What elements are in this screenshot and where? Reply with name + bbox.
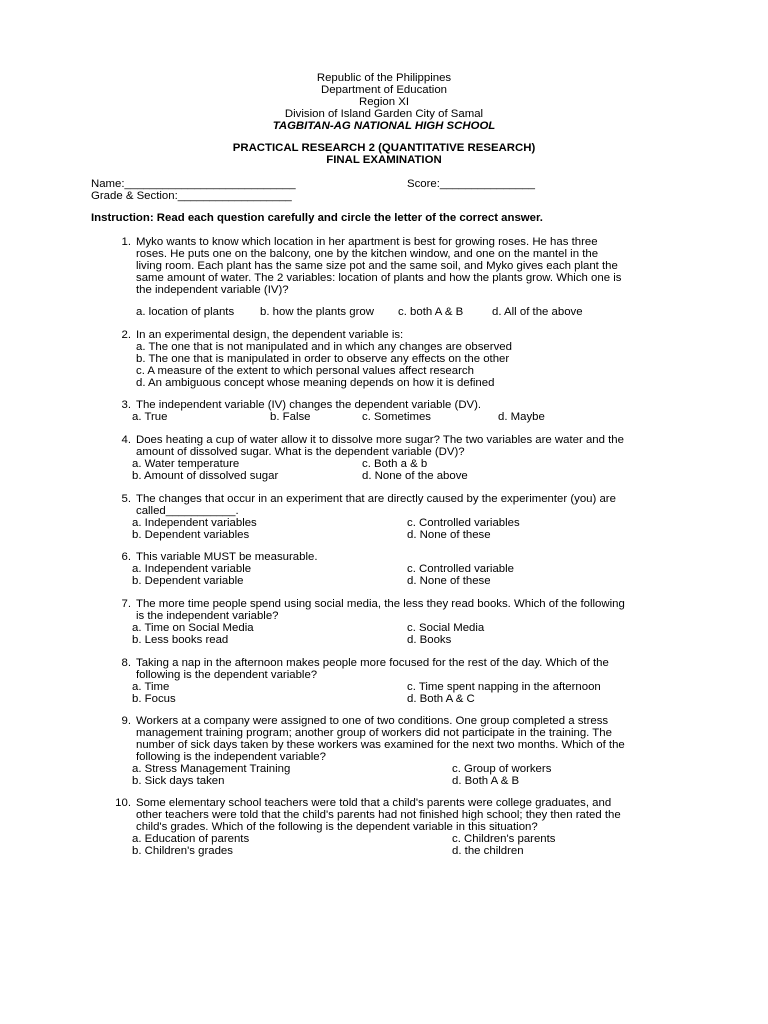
answer-option[interactable]: d. Both A & C	[407, 693, 475, 705]
department-line: Department of Education	[320, 84, 447, 96]
country-line: Republic of the Philippines	[316, 72, 452, 84]
exam-titles	[0, 142, 768, 166]
answer-option[interactable]: b. Dependent variable	[132, 575, 244, 587]
question-text: This variable MUST be measurable.	[136, 551, 318, 563]
question-text: same amount of water. The 2 variables: location of plants and how the plants grow. Which one is	[136, 272, 622, 284]
answer-option[interactable]: b. Focus	[132, 693, 176, 705]
answer-option[interactable]: a. The one that is not manipulated and in which any changes are observed	[136, 341, 512, 353]
question-text: Does heating a cup of water allow it to dissolve more sugar? The two variables are water and the	[136, 434, 624, 446]
question-text: Some elementary school teachers were told that a child's parents were college graduates, and	[136, 797, 612, 809]
division-line: Division of Island Garden City of Samal	[284, 108, 484, 120]
answer-option[interactable]: d. An ambiguous concept whose meaning depends on how it is defined	[136, 377, 495, 389]
exam-subtitle: FINAL EXAMINATION	[326, 154, 442, 166]
question-text: Workers at a company were assigned to one of two conditions. One group completed a stress	[136, 715, 609, 727]
answer-option[interactable]: c. both A & B	[398, 306, 464, 318]
answer-option[interactable]: c. Both a & b	[362, 458, 428, 470]
question-text: Myko wants to know which location in her apartment is best for growing roses. He has three	[136, 236, 598, 248]
answer-option[interactable]: d. None of these	[407, 575, 491, 587]
answer-option[interactable]: a. location of plants	[136, 306, 235, 318]
answer-option[interactable]: a. Education of parents	[132, 833, 250, 845]
question-text: living room. Each plant has the same size pot and the same soil, and Myko gives each plant the	[136, 260, 618, 272]
answer-option[interactable]: c. Controlled variable	[407, 563, 514, 575]
question-text: child's grades. Which of the following is the dependent variable in this situation?	[136, 821, 538, 833]
school-name: TAGBITAN-AG NATIONAL HIGH SCHOOL	[272, 120, 496, 132]
answer-option[interactable]: c. Group of workers	[452, 763, 552, 775]
grade-section-field[interactable]: Grade & Section:__________________	[91, 190, 292, 202]
answer-option[interactable]: b. Children's grades	[132, 845, 233, 857]
question-number: 7.	[121, 598, 131, 610]
answer-option[interactable]: c. A measure of the extent to which personal values affect research	[136, 365, 474, 377]
question-number: 9.	[121, 715, 131, 727]
question-text: the independent variable (IV)?	[136, 284, 289, 296]
answer-option[interactable]: a. Time	[132, 681, 170, 693]
document-header	[0, 72, 768, 132]
question-text: The independent variable (IV) changes the dependent variable (DV).	[136, 399, 482, 411]
answer-option[interactable]: d. All of the above	[492, 306, 583, 318]
answer-option[interactable]: a. True	[132, 411, 168, 423]
question-number: 5.	[121, 493, 131, 505]
answer-option[interactable]: a. Time on Social Media	[132, 622, 254, 634]
answer-option[interactable]: b. Less books read	[132, 634, 229, 646]
answer-option[interactable]: b. Sick days taken	[132, 775, 225, 787]
question-number: 3.	[121, 399, 131, 411]
question-text: The more time people spend using social media, the less they read books. Which of the following	[136, 598, 625, 610]
question-text: The changes that occur in an experiment that are directly caused by the experimenter (you) are	[136, 493, 616, 505]
score-field[interactable]: Score:_______________	[407, 178, 535, 190]
answer-option[interactable]: c. Children's parents	[452, 833, 556, 845]
exam-title: PRACTICAL RESEARCH 2 (QUANTITATIVE RESEARCH)	[232, 142, 536, 154]
question-text: following is the dependent variable?	[136, 669, 318, 681]
answer-option[interactable]: a. Water temperature	[132, 458, 240, 470]
question-text: is the independent variable?	[136, 610, 279, 622]
answer-option[interactable]: a. Independent variable	[132, 563, 252, 575]
answer-option[interactable]: a. Stress Management Training	[132, 763, 291, 775]
answer-option[interactable]: b. False	[270, 411, 311, 423]
question-text: amount of dissolved sugar. What is the dependent variable (DV)?	[136, 446, 465, 458]
question-number: 8.	[121, 657, 131, 669]
question-number: 2.	[121, 329, 131, 341]
answer-option[interactable]: b. how the plants grow	[260, 306, 374, 318]
question-text: following is the independent variable?	[136, 751, 326, 763]
answer-option[interactable]: b. The one that is manipulated in order to observe any effects on the other	[136, 353, 510, 365]
answer-option[interactable]: a. Independent variables	[132, 517, 257, 529]
question-text: Taking a nap in the afternoon makes people more focused for the rest of the day. Which of the	[136, 657, 609, 669]
answer-option[interactable]: c. Controlled variables	[407, 517, 520, 529]
question-text: management training program; another group of workers did not participate in the training. The	[136, 727, 612, 739]
question-text: number of sick days taken by these workers was examined for the next two months. Which of the	[136, 739, 625, 751]
answer-option[interactable]: c. Sometimes	[362, 411, 431, 423]
name-field[interactable]: Name:___________________________	[91, 178, 296, 190]
answer-option[interactable]: b. Amount of dissolved sugar	[132, 470, 279, 482]
question-text: roses. He puts one on the balcony, one by the kitchen window, and one on the mantel in the	[136, 248, 599, 260]
answer-option[interactable]: c. Time spent napping in the afternoon	[407, 681, 601, 693]
question-text: called___________.	[136, 505, 239, 517]
question-number: 10.	[115, 797, 131, 809]
question-number: 1.	[121, 236, 131, 248]
question-text: other teachers were told that the child's parents had not finished high school; they then rated the	[136, 809, 621, 821]
instruction-text: Instruction: Read each question carefully and circle the letter of the correct answer.	[91, 212, 543, 224]
answer-option[interactable]: d. None of the above	[362, 470, 468, 482]
region-line: Region XI	[358, 96, 410, 108]
answer-option[interactable]: c. Social Media	[407, 622, 485, 634]
answer-option[interactable]: d. Both A & B	[452, 775, 520, 787]
question-text: In an experimental design, the dependent variable is:	[136, 329, 404, 341]
answer-option[interactable]: d. Books	[407, 634, 452, 646]
answer-option[interactable]: b. Dependent variables	[132, 529, 250, 541]
question-number: 4.	[121, 434, 131, 446]
answer-option[interactable]: d. the children	[452, 845, 524, 857]
student-fields	[91, 178, 711, 202]
question-number: 6.	[121, 551, 131, 563]
answer-option[interactable]: d. None of these	[407, 529, 491, 541]
answer-option[interactable]: d. Maybe	[498, 411, 545, 423]
